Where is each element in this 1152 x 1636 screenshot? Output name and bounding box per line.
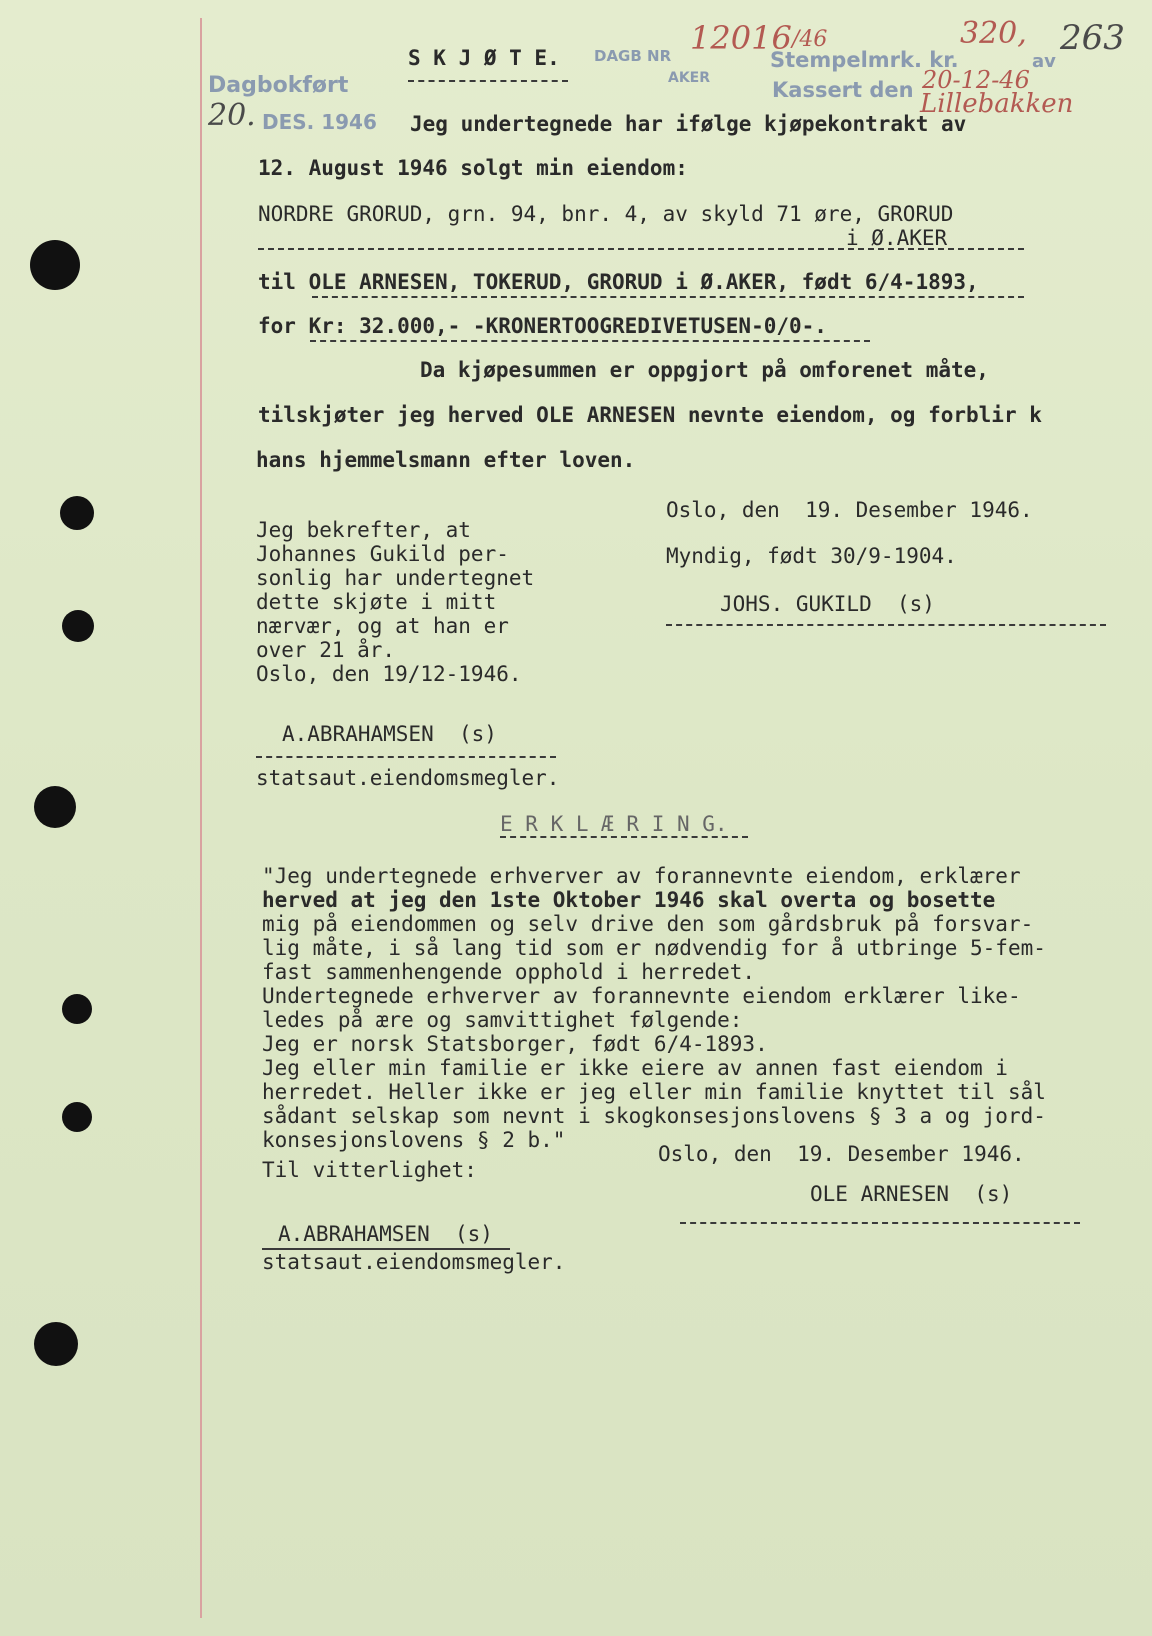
punch-hole <box>62 994 92 1024</box>
erklaering-line: Undertegnede erhverver av forannevnte eiendom erklærer like- <box>262 984 1021 1008</box>
seller-signature-line <box>666 624 1106 626</box>
stamp-dagbokfort: Dagbokført <box>208 73 349 98</box>
witness-line: over 21 år. <box>256 638 396 662</box>
deed-line-1: Jeg undertegnede har ifølge kjøpekontrakt av <box>410 112 967 136</box>
stamp-dagb-nr: DAGB NR <box>594 47 672 65</box>
deed-property-municipality: i Ø.AKER <box>846 226 948 250</box>
erklaering-line: Jeg er norsk Statsborger, født 6/4-1893. <box>262 1032 768 1056</box>
stamp-kassert: Kassert den <box>772 78 914 102</box>
punch-hole <box>62 1102 92 1132</box>
witness-line: Jeg bekrefter, at <box>256 518 471 542</box>
erklaering-line: sådant selskap som nevnt i skogkonsesjonslovens § 3 a og jord- <box>262 1104 1046 1128</box>
stamp-av: av <box>1032 51 1056 72</box>
price-underline <box>310 340 870 342</box>
erklaering-line: konsesjonslovens § 2 b." <box>262 1128 566 1152</box>
deed-line-7: tilskjøter jeg herved OLE ARNESEN nevnte eiendom, og forblir k <box>258 403 1042 427</box>
punch-hole <box>34 786 76 828</box>
witness-title: statsaut.eiendomsmegler. <box>256 766 560 790</box>
handwritten-page-number: 263 <box>1060 18 1125 58</box>
erklaering-body <box>262 864 1046 1152</box>
buyer-signature-line <box>680 1222 1080 1224</box>
seller-myndig: Myndig, født 30/9-1904. <box>666 544 957 568</box>
vitterlighet-witness-signature: A.ABRAHAMSEN (s) <box>278 1222 493 1246</box>
erklaering-heading: E R K L Æ R I N G. <box>500 812 728 836</box>
punch-hole <box>60 496 94 530</box>
deed-property: NORDRE GRORUD, grn. 94, bnr. 4, av skyld 71 øre, GRORUD <box>258 202 954 226</box>
witness-line: dette skjøte i mitt <box>256 590 497 614</box>
title-underline <box>408 80 568 82</box>
stamp-stempelmrk: Stempelmrk. kr. <box>770 48 959 72</box>
buyer-signature: OLE ARNESEN (s) <box>810 1182 1013 1206</box>
deed-line-6: Da kjøpesummen er oppgjort på omforenet måte, <box>420 358 989 382</box>
buyer-underline <box>312 296 1024 298</box>
erklaering-line: fast sammenhengende opphold i herredet. <box>262 960 756 984</box>
witness-signature-line <box>256 756 556 758</box>
witness-line: sonlig har undertegnet <box>256 566 535 590</box>
buyer-place-date: Oslo, den 19. Desember 1946. <box>658 1142 1025 1166</box>
handwritten-kassert-date: 20-12-46 <box>922 66 1030 94</box>
witness-line: nærvær, og at han er <box>256 614 509 638</box>
vitterlighet-witness-title: statsaut.eiendomsmegler. <box>262 1250 566 1274</box>
deed-line-2: 12. August 1946 solgt min eiendom: <box>258 156 688 180</box>
punch-hole <box>34 1322 78 1366</box>
witness-line: Oslo, den 19/12-1946. <box>256 662 522 686</box>
erklaering-line: mig på eiendommen og selv drive den som gårdsbruk på forsvar- <box>262 912 1034 936</box>
vitterlighet-label: Til vitterlighet: <box>262 1158 477 1182</box>
erklaering-line: herredet. Heller ikke er jeg eller min familie knyttet til sål <box>262 1080 1046 1104</box>
erklaering-line: ledes på ære og samvittighet følgende: <box>262 1008 743 1032</box>
seller-signature: JOHS. GUKILD (s) <box>720 592 935 616</box>
stamp-date-handwritten: 20. <box>208 98 256 133</box>
witness-signature: A.ABRAHAMSEN (s) <box>282 722 497 746</box>
deed-price: for Kr: 32.000,- -KRONERTOOGREDIVETUSEN-0/0-. <box>258 314 827 338</box>
punch-hole <box>62 610 94 642</box>
deed-line-8: hans hjemmelsmann efter loven. <box>256 448 636 472</box>
margin-line <box>200 18 202 1618</box>
stamp-date: DES. 1946 <box>262 110 377 134</box>
seller-place-date: Oslo, den 19. Desember 1946. <box>666 498 1033 522</box>
property-underline <box>258 248 1024 250</box>
stamp-aker: AKER <box>668 70 711 86</box>
erklaering-line: "Jeg undertegnede erhverver av forannevnte eiendom, erklærer <box>262 864 1021 888</box>
deed-buyer: til OLE ARNESEN, TOKERUD, GRORUD i Ø.AKER, født 6/4-1893, <box>258 270 979 294</box>
witness-line: Johannes Gukild per- <box>256 542 509 566</box>
witness-confirmation <box>256 518 534 686</box>
erklaering-line: herved at jeg den 1ste Oktober 1946 skal overta og bosette <box>262 888 996 912</box>
handwritten-year: /46 <box>792 27 828 52</box>
document-title: S K J Ø T E. <box>408 46 560 70</box>
handwritten-signature: Lillebakken <box>920 89 1074 119</box>
punch-hole <box>30 240 80 290</box>
erklaering-line: lig måte, i så lang tid som er nødvendig for å utbringe 5-fem- <box>262 936 1046 960</box>
erklaering-heading-underline <box>500 836 748 838</box>
handwritten-number: 12016 <box>690 19 792 57</box>
erklaering-line: Jeg eller min familie er ikke eiere av annen fast eiendom i <box>262 1056 1008 1080</box>
handwritten-amount: 320, <box>960 16 1027 51</box>
